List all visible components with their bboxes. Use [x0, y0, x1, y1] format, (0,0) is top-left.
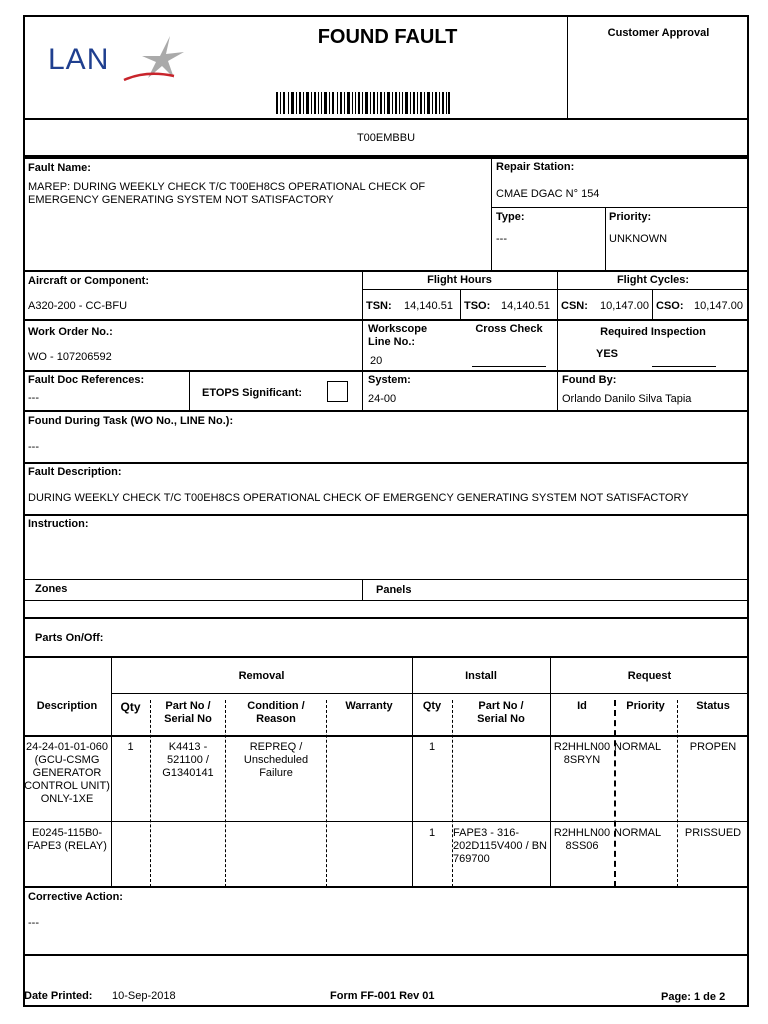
tso-value: 14,140.51 — [501, 300, 550, 312]
fault-doc-label: Fault Doc References: — [28, 374, 145, 386]
divider — [23, 656, 749, 658]
csn-label: CSN: — [561, 300, 588, 312]
workscope-value: 20 — [370, 355, 383, 367]
divider — [362, 579, 363, 600]
col-condition: Condition / Reason — [247, 700, 305, 725]
page-title: FOUND FAULT — [317, 26, 458, 48]
required-inspection-value: YES — [596, 348, 619, 360]
col-priority: Priority — [626, 700, 665, 712]
corrective-action-label: Corrective Action: — [28, 891, 123, 903]
customer-approval-label: Customer Approval — [607, 27, 710, 39]
tsn-label: TSN: — [366, 300, 392, 312]
workscope-label: Workscope Line No.: — [368, 323, 428, 348]
table-row-description: E0245-115B0-FAPE3 (RELAY) — [27, 827, 107, 852]
col-id: Id — [577, 700, 587, 712]
fault-name-value: MAREP: DURING WEEKLY CHECK T/C T00EH8CS OPERATIONAL CHECK OF EMERGENCY GENERATING SYSTEM NOT SATISFACTORY — [28, 181, 426, 206]
cso-label: CSO: — [656, 300, 684, 312]
found-by-label: Found By: — [562, 374, 617, 386]
install-group-label: Install — [465, 670, 497, 682]
table-row-condition: REPREQ / Unscheduled Failure — [243, 741, 309, 779]
divider — [111, 693, 749, 694]
col-part-no: Part No / Serial No — [164, 700, 212, 725]
divider — [412, 656, 413, 887]
tsn-value: 14,140.51 — [404, 300, 453, 312]
required-inspection-label: Required Inspection — [600, 326, 706, 338]
parts-label: Parts On/Off: — [35, 632, 104, 644]
divider — [23, 954, 749, 956]
table-row-priority: NORMAL — [614, 741, 662, 753]
divider — [460, 289, 461, 319]
page-number: Page: 1 de 2 — [661, 991, 726, 1003]
col-install-part-no: Part No / Serial No — [477, 700, 525, 725]
col-warranty: Warranty — [345, 700, 393, 712]
col-install-qty: Qty — [422, 700, 442, 712]
divider — [23, 821, 749, 822]
aircraft-label: Aircraft or Component: — [28, 275, 149, 287]
divider — [557, 270, 558, 412]
removal-group-label: Removal — [238, 670, 285, 682]
column-separator — [150, 700, 151, 887]
date-printed-value: 10-Sep-2018 — [112, 990, 176, 1002]
divider — [189, 370, 190, 412]
flight-hours-label: Flight Hours — [427, 274, 492, 286]
divider — [23, 617, 749, 619]
etops-checkbox[interactable] — [327, 381, 348, 402]
csn-value: 10,147.00 — [600, 300, 649, 312]
table-row-part-no: K4413 - 521100 / G1340141 — [162, 741, 214, 779]
repair-station-value: CMAE DGAC N° 154 — [496, 188, 600, 200]
divider — [23, 514, 749, 516]
aircraft-value: A320-200 - CC-BFU — [28, 300, 128, 312]
panels-label: Panels — [376, 584, 412, 596]
column-separator — [225, 700, 226, 887]
fault-description-label: Fault Description: — [28, 466, 122, 478]
priority-value: UNKNOWN — [609, 233, 668, 245]
table-row-qty: 1 — [127, 741, 134, 753]
work-order-value: WO - 107206592 — [28, 351, 112, 363]
table-row-id: R2HHLN00 8SS06 — [553, 827, 611, 852]
divider — [491, 157, 492, 270]
inspection-signature-line — [652, 366, 716, 367]
table-row-description: 24-24-01-01-060 (GCU-CSMG GENERATOR CONTROL UNIT) ONLY-1XE — [24, 741, 110, 805]
found-by-value: Orlando Danilo Silva Tapia — [562, 393, 692, 405]
col-description: Description — [36, 700, 98, 712]
date-printed-label: Date Printed: — [24, 990, 93, 1002]
column-separator — [614, 700, 616, 887]
barcode — [276, 92, 450, 114]
cso-value: 10,147.00 — [694, 300, 743, 312]
flight-cycles-label: Flight Cycles: — [616, 274, 690, 286]
cross-check-label: Cross Check — [475, 323, 543, 335]
table-row-id: R2HHLN00 8SRYN — [553, 741, 611, 766]
divider — [111, 656, 112, 887]
divider — [23, 886, 749, 888]
divider — [362, 270, 363, 412]
col-qty: Qty — [120, 700, 141, 714]
col-status: Status — [696, 700, 730, 712]
table-row-install-part-no: FAPE3 - 316-202D115V400 / BN 769700 — [453, 827, 547, 865]
system-label: System: — [368, 374, 411, 386]
divider — [652, 289, 653, 319]
divider — [491, 207, 749, 208]
request-group-label: Request — [627, 670, 672, 682]
fault-description-value: DURING WEEKLY CHECK T/C T00EH8CS OPERATIONAL CHECK OF EMERGENCY GENERATING SYSTEM NOT SATISFACTORY — [28, 492, 689, 504]
zones-label: Zones — [35, 583, 68, 595]
etops-label: ETOPS Significant: — [202, 387, 303, 399]
type-label: Type: — [496, 211, 525, 223]
column-separator — [326, 700, 327, 887]
divider — [362, 289, 749, 290]
table-row-priority: NORMAL — [614, 827, 662, 839]
divider — [23, 600, 749, 601]
divider — [23, 118, 749, 120]
divider — [23, 735, 749, 737]
divider — [23, 319, 749, 321]
corrective-action-value: --- — [28, 917, 39, 929]
logo: LAN — [48, 43, 110, 76]
divider — [23, 579, 749, 580]
column-separator — [677, 700, 678, 887]
divider — [23, 370, 749, 372]
instruction-label: Instruction: — [28, 518, 89, 530]
table-row-install-qty: 1 — [428, 827, 436, 839]
fault-doc-value: --- — [28, 392, 39, 404]
document-code: T00EMBBU — [356, 132, 416, 144]
found-during-label: Found During Task (WO No., LINE No.): — [28, 415, 234, 427]
star-logo-icon — [118, 34, 188, 84]
form-number: Form FF-001 Rev 01 — [330, 990, 435, 1002]
fault-name-label: Fault Name: — [28, 162, 91, 174]
tso-label: TSO: — [464, 300, 491, 312]
system-value: 24-00 — [368, 393, 397, 405]
divider — [23, 410, 749, 412]
table-row-install-qty: 1 — [428, 741, 436, 753]
cross-check-signature-line — [472, 366, 546, 367]
found-during-value: --- — [28, 441, 39, 453]
repair-station-label: Repair Station: — [496, 161, 575, 173]
divider — [23, 462, 749, 464]
divider — [23, 270, 749, 272]
table-row-status: PRISSUED — [684, 827, 742, 839]
work-order-label: Work Order No.: — [28, 326, 113, 338]
priority-label: Priority: — [609, 211, 652, 223]
table-row-status: PROPEN — [689, 741, 737, 753]
type-value: --- — [496, 233, 507, 245]
divider — [605, 207, 606, 270]
